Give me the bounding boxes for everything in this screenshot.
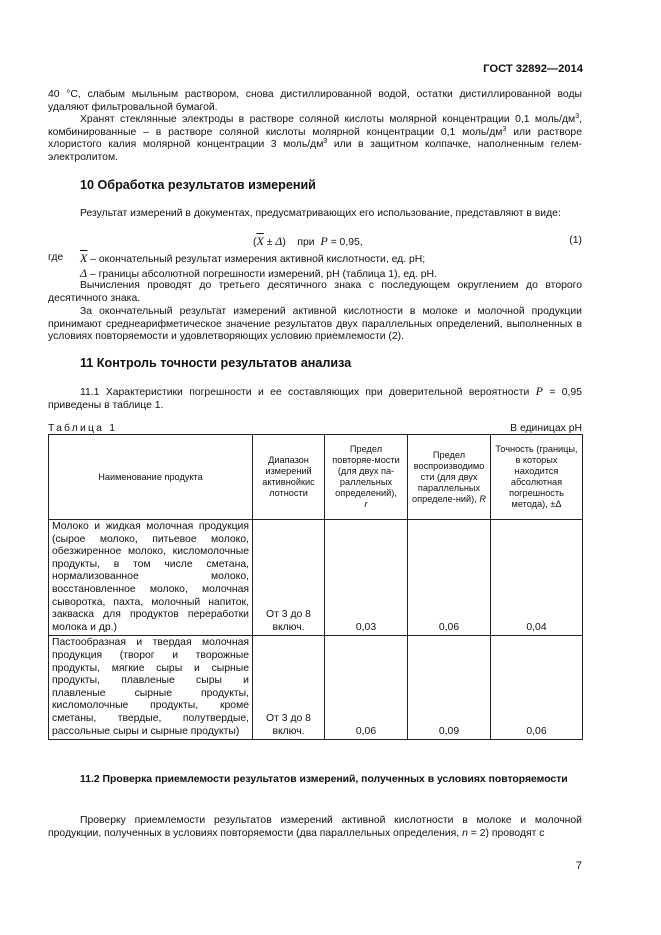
section-11-2-heading: 11.2 Проверка приемлемости результатов измерений, полученных в условиях повторяемости [80, 774, 568, 785]
formula-number: (1) [569, 235, 582, 246]
paragraph-electrode-storage [48, 114, 582, 164]
formula-p-value: = 0,95, [327, 237, 363, 248]
formula-delta: Δ [275, 234, 283, 248]
header-reproducibility-text: Предел воспроизводимо сти (для двух параллельных определе-ний), [412, 449, 485, 504]
cell-reproducibility: 0,09 [408, 636, 491, 740]
cell-product-name: Пастообразная и твердая молочная продукция (творог и творожные продукты, мягкие сыры и сырные продукты, плавленые сыры и плавленые сырные продукты, кисломолочные продукты, кроме сметаны, твердые, полутвердые, рассольные сыры и сырные продукты) [49, 636, 253, 740]
text-fragment: или растворе хлористого калия молярной концентрации 3 моль/дм [48, 126, 582, 151]
header-repeatability-text: Предел повторяе-мости (для двух па-раллельных определений), [332, 444, 400, 498]
cell-reproducibility: 0,06 [408, 520, 491, 636]
section-10-heading: 10 Обработка результатов измерений [80, 178, 316, 192]
where-label: где [48, 252, 64, 263]
definition-delta-desc: – границы абсолютной погрешности измерений, pH (таблица 1), ед. pH. [87, 269, 437, 280]
header-repeatability [325, 435, 408, 520]
cell-accuracy: 0,04 [491, 520, 583, 636]
formula-p: P [320, 234, 328, 248]
formula-x-bar: $\overline{X}$ [256, 234, 264, 248]
header-reproducibility [408, 435, 491, 520]
paragraph-final-result: За окончательный результат измерений активной кислотности в молоке и молочной продукции принимают среднеарифметическое значение результатов двух параллельных определений, выполненных в условиях повторяемости и удовлетворяющих условию приемлемости (2). [48, 306, 582, 343]
text-fragment: 11.1 Характеристики погрешности и ее составляющих при доверительной вероятности [80, 387, 536, 398]
text-fragment: Проверку приемлемости результатов измерений активной кислотности в молоке и молочной продукции, полученных в условиях повторяемости (два параллельных определения, [48, 815, 582, 839]
header-range: Диапазон измерений активнойкис лотности [253, 435, 325, 520]
definition-x-desc: – окончательный результат измерения активной кислотности, ед. pH; [87, 254, 426, 265]
document-standard-number: ГОСТ 32892—2014 [483, 63, 583, 75]
paragraph-rounding: Вычисления проводят до третьего десятичного знака с последующем округлением до второго десятичного знака. [48, 280, 582, 304]
table-row [49, 636, 583, 740]
section-11-heading: 11 Контроль точности результатов анализа [80, 356, 352, 370]
page-number: 7 [575, 860, 582, 872]
definition-x [48, 252, 582, 265]
formula-plus-minus: ± [263, 237, 276, 248]
cell-product-name: Молоко и жидкая молочная продукция (сырое молоко, питьевое молоко, обезжиренное молоко, кисломолочные продукты, в том числе сметана, нормализованное молоко, восстановленное молоко, молочная сыворотка, пахта, молочный напиток, закваска для продуктов переработки молока и др.) [49, 520, 253, 636]
accuracy-table [48, 434, 583, 740]
symbol-p: P [535, 384, 543, 398]
cell-range: От 3 до 8 включ. [253, 636, 325, 740]
paragraph-11-1 [48, 385, 582, 412]
superscript: 3 [323, 138, 328, 146]
text-fragment: = 0,95 приведены в таблице 1. [48, 387, 582, 411]
paragraph-result-form: Результат измерений в документах, предусматривающих его использование, представляют в виде: [80, 208, 561, 219]
paragraph-cleaning-end: 40 °C, слабым мыльным раствором, снова дистиллированной водой, остатки дистиллированной воды удаляют фильтровальной бумагой. [48, 89, 582, 113]
definition-x-symbol: $\overline{X}$ [80, 251, 88, 265]
definition-x-text [80, 252, 425, 267]
table-row [49, 520, 583, 636]
formula-expression [253, 235, 363, 250]
symbol-n: n [462, 827, 468, 839]
cell-repeatability: 0,06 [325, 636, 408, 740]
definition-delta-symbol: Δ [80, 266, 88, 280]
text-fragment: Хранят стеклянные электроды в растворе соляной кислоты молярной концентрации 0,1 моль/дм [80, 114, 576, 125]
header-reproducibility-symbol: R [479, 493, 486, 504]
superscript: 3 [502, 125, 507, 133]
formula-at: при [297, 237, 315, 248]
text-fragment: = 2) проводят с [467, 827, 545, 839]
header-product-name: Наименование продукта [49, 435, 253, 520]
table-units: В единицах pH [510, 423, 582, 434]
formula-1 [48, 235, 582, 249]
text-fragment: , комбинированные – в растворе соляной кислоты молярной концентрации 0,1 моль/дм [48, 114, 582, 138]
text-fragment: или в защитном колпачке, наполненным гелем-электролитом. [48, 139, 583, 163]
table-caption: Таблица 1 [48, 423, 118, 434]
formula-close-paren: ) [282, 237, 286, 248]
table-header-row [49, 435, 583, 520]
cell-repeatability: 0,03 [325, 520, 408, 636]
header-accuracy: Точность (границы, в которых находится абсолютная погрешность метода), ±Δ [491, 435, 583, 520]
cell-accuracy: 0,06 [491, 636, 583, 740]
superscript: 3 [575, 113, 580, 120]
header-repeatability-symbol: r [364, 499, 368, 509]
cell-range: От 3 до 8 включ. [253, 520, 325, 636]
paragraph-11-2 [48, 815, 582, 840]
formula-open-paren: ( [253, 237, 257, 248]
